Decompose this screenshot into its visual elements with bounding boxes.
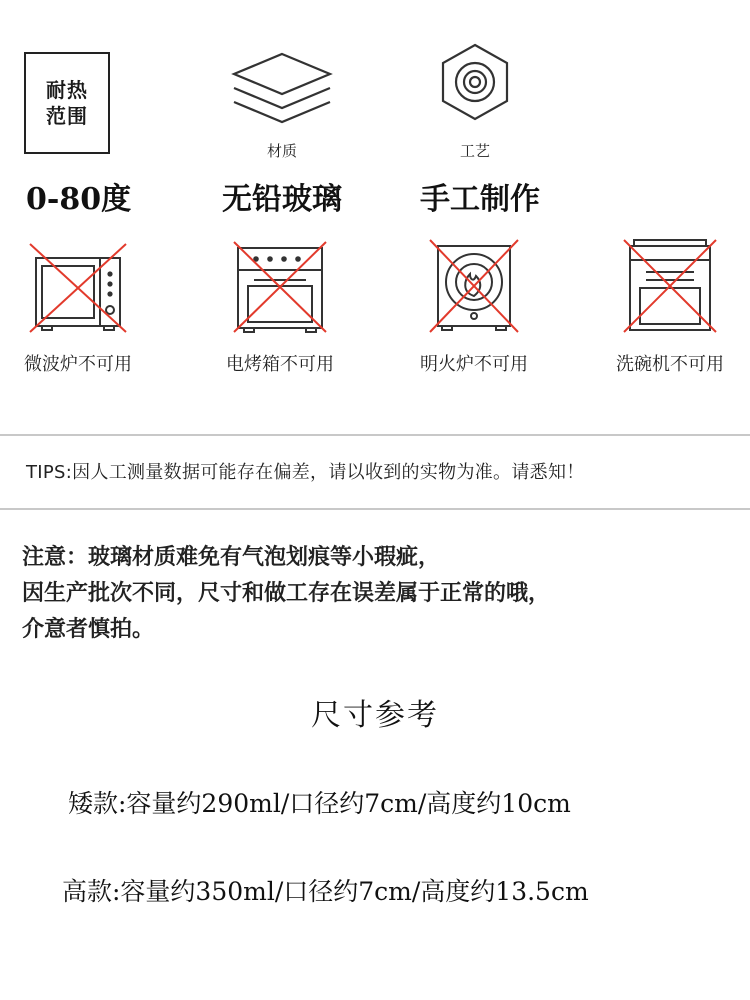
prohibited-label: 洗碗机不可用 (616, 354, 724, 375)
craft-value: 手工制作 (420, 182, 540, 217)
gas-stove-icon (424, 236, 524, 336)
prohibited-dishwasher (600, 236, 740, 376)
layers-icon (230, 50, 334, 130)
material-value: 无铅玻璃 (222, 182, 342, 217)
oven-icon (230, 236, 330, 336)
prohibited-label: 明火炉不可用 (420, 354, 528, 375)
size-tall: 高款:容量约350ml/口径约7cm/高度约13.5cm (62, 877, 589, 906)
heat-range-badge-label: 耐热 范围 (46, 78, 88, 128)
cross-mark (624, 240, 716, 332)
prohibited-label: 电烤箱不可用 (226, 354, 334, 375)
heat-range-value: 0-80度 (26, 182, 132, 217)
prohibited-microwave (8, 236, 148, 376)
notice-line: 注意：玻璃材质难免有气泡划痕等小瑕疵， (22, 545, 441, 570)
craft-caption: 工艺 (459, 142, 490, 160)
notice-line: 因生产批次不同，尺寸和做工存在误差属于正常的哦， (22, 581, 551, 606)
microwave-icon (28, 236, 128, 336)
divider-top (0, 434, 750, 436)
material-caption: 材质 (266, 142, 297, 160)
prohibited-oven (210, 236, 350, 376)
notice-block (22, 540, 742, 648)
tips-text: TIPS:因人工测量数据可能存在偏差，请以收到的实物为准。请悉知！ (26, 462, 585, 483)
prohibited-gas-stove (404, 236, 544, 376)
craft-hexagon-icon (440, 42, 510, 122)
notice-line: 介意者慎拍。 (22, 617, 155, 642)
size-reference-title: 尺寸参考 (311, 698, 439, 733)
divider-bottom (0, 508, 750, 510)
size-short: 矮款:容量约290ml/口径约7cm/高度约10cm (68, 789, 571, 818)
prohibited-label: 微波炉不可用 (24, 354, 132, 375)
heat-range-badge (24, 52, 110, 154)
dishwasher-icon (620, 236, 720, 336)
